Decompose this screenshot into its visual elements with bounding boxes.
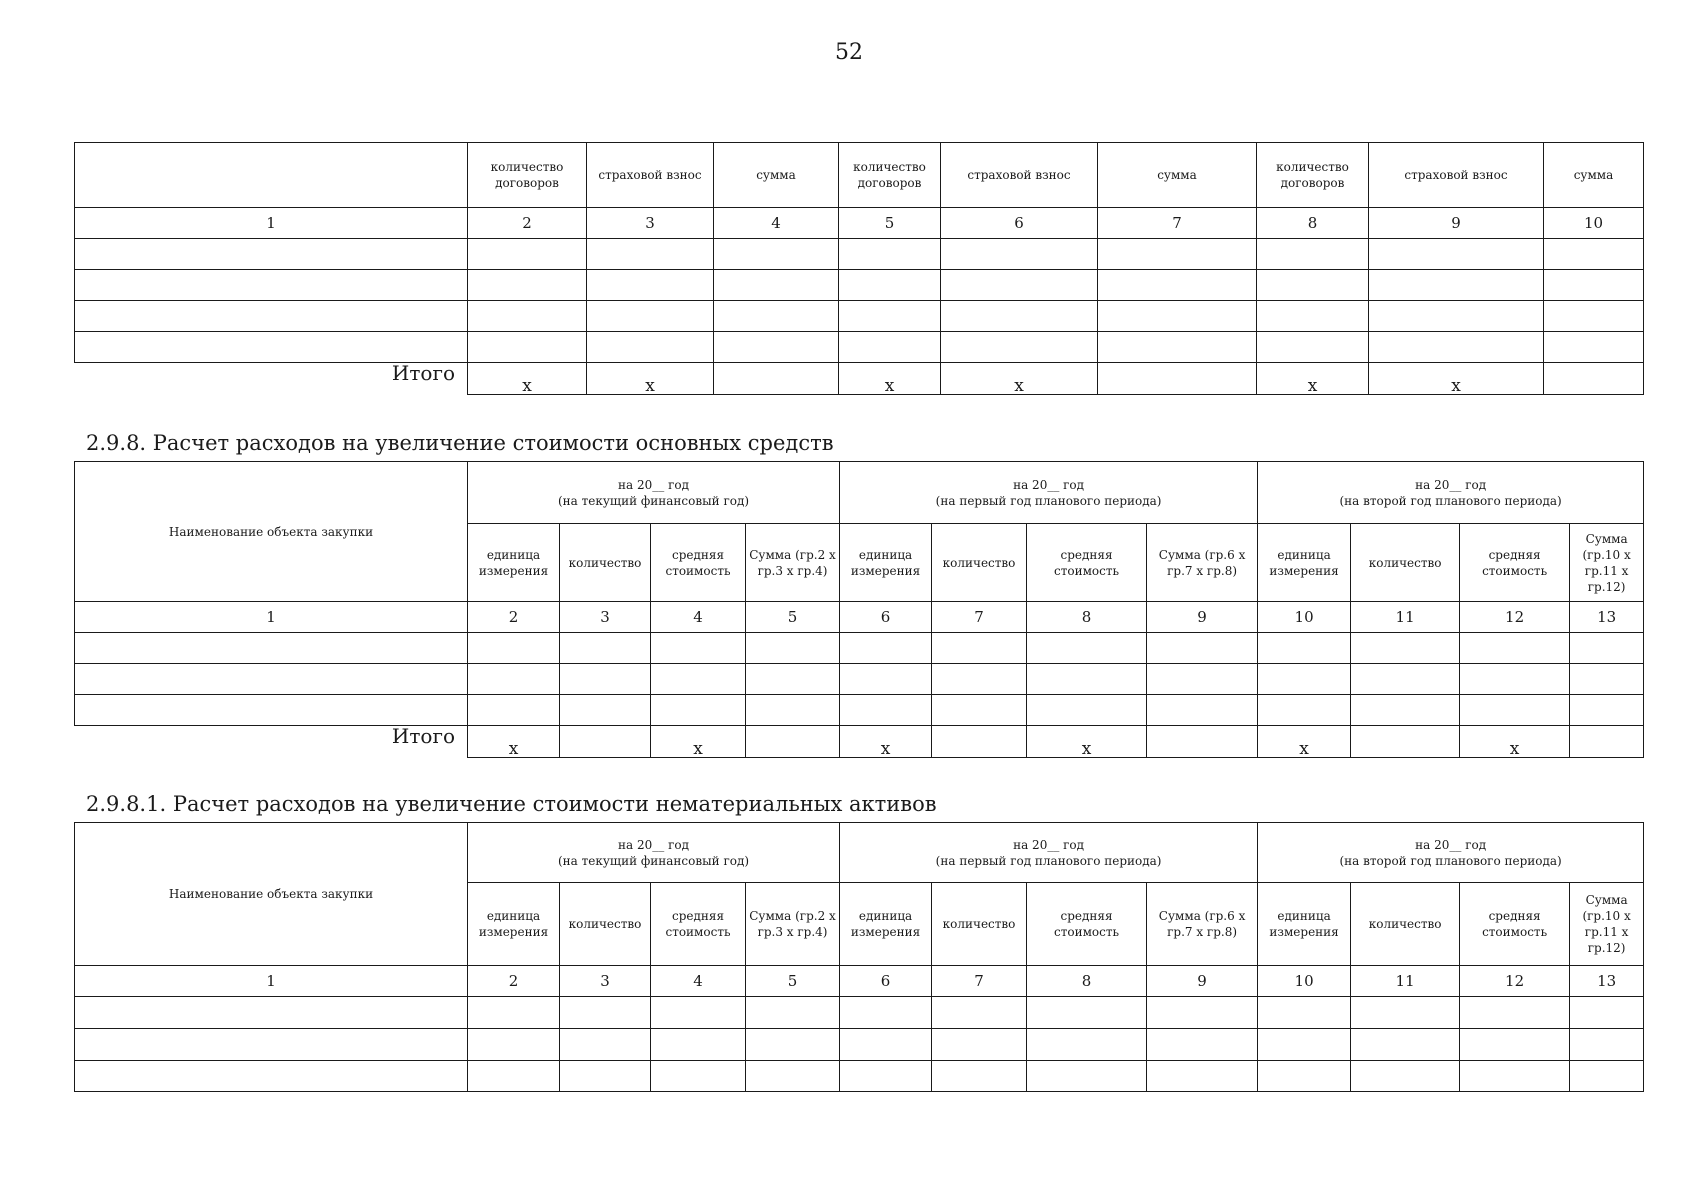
column-number: 5 xyxy=(746,602,840,633)
empty-cell xyxy=(75,301,468,332)
header-cell: количество договоров xyxy=(839,143,941,208)
empty-cell xyxy=(1027,633,1147,664)
column-number: 3 xyxy=(560,602,651,633)
empty-cell xyxy=(468,1029,560,1061)
table-row xyxy=(75,633,1644,664)
column-number: 4 xyxy=(651,602,746,633)
empty-cell xyxy=(746,1029,840,1061)
empty-cell xyxy=(1258,695,1351,726)
subheader-cell: Сумма (гр.6 х гр.7 х гр.8) xyxy=(1147,883,1258,966)
period-label: (на второй год планового периода) xyxy=(1339,493,1562,508)
intangible-assets-table xyxy=(74,822,1644,1092)
empty-cell xyxy=(1351,1029,1460,1061)
year-group-header xyxy=(1258,823,1644,883)
subheader-cell: средняя стоимость xyxy=(1027,883,1147,966)
total-cell: x xyxy=(1460,726,1570,758)
empty-cell xyxy=(1098,270,1257,301)
subheader-cell: количество xyxy=(932,883,1027,966)
section-title: 2.9.8. Расчет расходов на увеличение стоимости основных средств xyxy=(86,431,834,455)
empty-cell xyxy=(651,664,746,695)
subheader-cell: Сумма (гр.2 х гр.3 х гр.4) xyxy=(746,883,840,966)
column-number: 8 xyxy=(1257,208,1369,239)
empty-cell xyxy=(839,332,941,363)
total-cell xyxy=(1544,363,1644,395)
empty-cell xyxy=(1147,1029,1258,1061)
empty-cell xyxy=(840,997,932,1029)
empty-cell xyxy=(560,997,651,1029)
header-cell: сумма xyxy=(714,143,839,208)
empty-cell xyxy=(840,1061,932,1092)
period-label: (на первый год планового периода) xyxy=(935,493,1162,508)
empty-cell xyxy=(714,270,839,301)
total-cell xyxy=(714,363,839,395)
period-label: (на второй год планового периода) xyxy=(1339,853,1562,868)
empty-cell xyxy=(839,270,941,301)
empty-cell xyxy=(1570,1061,1644,1092)
table-row xyxy=(75,664,1644,695)
fixed-assets-table xyxy=(74,461,1644,758)
header-cell: страховой взнос xyxy=(941,143,1098,208)
empty-cell xyxy=(714,301,839,332)
subheader-cell: количество xyxy=(1351,524,1460,602)
empty-cell xyxy=(932,1029,1027,1061)
empty-cell xyxy=(1570,695,1644,726)
group-header-row xyxy=(75,823,1644,883)
column-number: 3 xyxy=(587,208,714,239)
name-header: Наименование объекта закупки xyxy=(75,462,468,602)
subheader-cell: единица измерения xyxy=(840,524,932,602)
column-number: 1 xyxy=(75,966,468,997)
empty-cell xyxy=(1369,332,1544,363)
empty-cell xyxy=(714,332,839,363)
total-cell xyxy=(1570,726,1644,758)
empty-cell xyxy=(587,270,714,301)
column-number: 5 xyxy=(839,208,941,239)
subheader-cell: средняя стоимость xyxy=(1460,883,1570,966)
empty-cell xyxy=(941,332,1098,363)
empty-cell xyxy=(839,301,941,332)
column-number: 8 xyxy=(1027,602,1147,633)
table-row xyxy=(75,332,1644,363)
empty-cell xyxy=(839,239,941,270)
total-row xyxy=(75,726,1644,758)
empty-cell xyxy=(1544,332,1644,363)
year-label: на 20__ год xyxy=(1415,477,1487,492)
year-group-header xyxy=(1258,462,1644,524)
empty-cell xyxy=(1257,332,1369,363)
column-number: 1 xyxy=(75,602,468,633)
header-cell: количество договоров xyxy=(468,143,587,208)
empty-cell xyxy=(1147,664,1258,695)
table-row xyxy=(75,239,1644,270)
year-label: на 20__ год xyxy=(618,837,689,852)
column-number: 2 xyxy=(468,602,560,633)
total-cell xyxy=(1351,726,1460,758)
empty-cell xyxy=(840,695,932,726)
empty-cell xyxy=(1147,633,1258,664)
column-number: 6 xyxy=(840,966,932,997)
empty-cell xyxy=(1258,1029,1351,1061)
subheader-cell: средняя стоимость xyxy=(1027,524,1147,602)
empty-cell xyxy=(587,332,714,363)
subheader-cell: единица измерения xyxy=(468,883,560,966)
total-label: Итого xyxy=(75,726,468,758)
insurance-table xyxy=(74,142,1644,395)
empty-cell xyxy=(75,270,468,301)
empty-cell xyxy=(560,1029,651,1061)
subheader-cell: единица измерения xyxy=(1258,524,1351,602)
empty-cell xyxy=(1257,301,1369,332)
empty-cell xyxy=(1460,1061,1570,1092)
column-number: 2 xyxy=(468,208,587,239)
empty-cell xyxy=(1098,239,1257,270)
empty-cell xyxy=(1460,1029,1570,1061)
total-cell: x xyxy=(839,363,941,395)
column-number: 12 xyxy=(1460,602,1570,633)
empty-cell xyxy=(1027,1029,1147,1061)
empty-cell xyxy=(468,239,587,270)
empty-cell xyxy=(1570,1029,1644,1061)
empty-cell xyxy=(468,633,560,664)
table-row xyxy=(75,1061,1644,1092)
total-cell: x xyxy=(1369,363,1544,395)
subheader-cell: единица измерения xyxy=(840,883,932,966)
empty-cell xyxy=(840,664,932,695)
empty-cell xyxy=(1544,301,1644,332)
empty-cell xyxy=(1147,695,1258,726)
empty-cell xyxy=(1027,695,1147,726)
empty-cell xyxy=(1098,332,1257,363)
total-label: Итого xyxy=(75,363,468,395)
year-label: на 20__ год xyxy=(618,477,689,492)
empty-cell xyxy=(1369,301,1544,332)
column-number: 6 xyxy=(840,602,932,633)
table-row xyxy=(75,301,1644,332)
empty-cell xyxy=(714,239,839,270)
empty-cell xyxy=(651,1061,746,1092)
subheader-cell: Сумма (гр.6 х гр.7 х гр.8) xyxy=(1147,524,1258,602)
column-number: 9 xyxy=(1147,602,1258,633)
empty-cell xyxy=(75,633,468,664)
empty-cell xyxy=(746,664,840,695)
section-title: 2.9.8.1. Расчет расходов на увеличение стоимости нематериальных активов xyxy=(86,792,937,816)
column-number: 4 xyxy=(714,208,839,239)
column-number: 8 xyxy=(1027,966,1147,997)
subheader-cell: количество xyxy=(560,524,651,602)
empty-cell xyxy=(75,695,468,726)
header-cell: страховой взнос xyxy=(587,143,714,208)
subheader-cell: количество xyxy=(932,524,1027,602)
year-group-header xyxy=(840,462,1258,524)
total-cell: x xyxy=(587,363,714,395)
table-row xyxy=(75,997,1644,1029)
total-cell: x xyxy=(840,726,932,758)
subheader-cell: Сумма (гр.10 х гр.11 х гр.12) xyxy=(1570,524,1644,602)
column-number: 12 xyxy=(1460,966,1570,997)
empty-cell xyxy=(651,997,746,1029)
empty-cell xyxy=(1027,664,1147,695)
empty-cell xyxy=(587,239,714,270)
empty-cell xyxy=(840,633,932,664)
column-number: 9 xyxy=(1369,208,1544,239)
empty-cell xyxy=(746,633,840,664)
total-cell: x xyxy=(941,363,1098,395)
column-number: 10 xyxy=(1258,966,1351,997)
empty-cell xyxy=(651,1029,746,1061)
empty-cell xyxy=(468,1061,560,1092)
empty-cell xyxy=(468,664,560,695)
subheader-cell: средняя стоимость xyxy=(651,524,746,602)
empty-cell xyxy=(1147,997,1258,1029)
column-number: 13 xyxy=(1570,966,1644,997)
empty-cell xyxy=(746,695,840,726)
empty-cell xyxy=(941,301,1098,332)
year-label: на 20__ год xyxy=(1013,837,1085,852)
empty-cell xyxy=(746,1061,840,1092)
total-row xyxy=(75,363,1644,395)
total-cell: x xyxy=(651,726,746,758)
empty-cell xyxy=(1369,270,1544,301)
header-row xyxy=(75,143,1644,208)
empty-cell xyxy=(560,695,651,726)
empty-cell xyxy=(651,695,746,726)
empty-cell xyxy=(1544,239,1644,270)
period-label: (на текущий финансовый год) xyxy=(557,853,750,868)
empty-cell xyxy=(746,997,840,1029)
period-label: (на первый год планового периода) xyxy=(935,853,1162,868)
empty-cell xyxy=(1369,239,1544,270)
empty-cell xyxy=(1460,695,1570,726)
column-number: 5 xyxy=(746,966,840,997)
empty-cell xyxy=(1351,664,1460,695)
empty-cell xyxy=(75,332,468,363)
table-row xyxy=(75,270,1644,301)
column-number-row xyxy=(75,966,1644,997)
total-cell xyxy=(560,726,651,758)
empty-cell xyxy=(1147,1061,1258,1092)
column-number: 7 xyxy=(932,966,1027,997)
empty-cell xyxy=(75,1061,468,1092)
column-number: 10 xyxy=(1544,208,1644,239)
empty-cell xyxy=(560,633,651,664)
empty-cell xyxy=(932,633,1027,664)
column-number-row xyxy=(75,208,1644,239)
empty-cell xyxy=(932,664,1027,695)
column-number: 4 xyxy=(651,966,746,997)
empty-cell xyxy=(1570,997,1644,1029)
empty-cell xyxy=(1258,633,1351,664)
column-number: 6 xyxy=(941,208,1098,239)
header-cell: страховой взнос xyxy=(1369,143,1544,208)
total-cell xyxy=(746,726,840,758)
empty-cell xyxy=(1544,270,1644,301)
subheader-cell: Сумма (гр.10 х гр.11 х гр.12) xyxy=(1570,883,1644,966)
empty-cell xyxy=(1351,633,1460,664)
page-number: 52 xyxy=(835,40,863,65)
empty-cell xyxy=(1257,239,1369,270)
total-cell: x xyxy=(468,363,587,395)
column-number: 9 xyxy=(1147,966,1258,997)
empty-cell xyxy=(1351,997,1460,1029)
empty-cell xyxy=(468,997,560,1029)
column-number: 7 xyxy=(932,602,1027,633)
empty-cell xyxy=(75,997,468,1029)
column-number: 10 xyxy=(1258,602,1351,633)
subheader-cell: единица измерения xyxy=(1258,883,1351,966)
column-number: 1 xyxy=(75,208,468,239)
name-header: Наименование объекта закупки xyxy=(75,823,468,966)
empty-cell xyxy=(840,1029,932,1061)
empty-cell xyxy=(1257,270,1369,301)
empty-cell xyxy=(560,1061,651,1092)
column-number: 3 xyxy=(560,966,651,997)
total-cell xyxy=(932,726,1027,758)
empty-cell xyxy=(75,664,468,695)
column-number-row xyxy=(75,602,1644,633)
column-number: 7 xyxy=(1098,208,1257,239)
empty-cell xyxy=(468,301,587,332)
empty-cell xyxy=(1570,633,1644,664)
empty-cell xyxy=(1027,997,1147,1029)
empty-cell xyxy=(651,633,746,664)
empty-cell xyxy=(468,695,560,726)
subheader-cell: количество xyxy=(1351,883,1460,966)
empty-cell xyxy=(932,695,1027,726)
empty-cell xyxy=(941,270,1098,301)
total-cell: x xyxy=(1257,363,1369,395)
total-cell: x xyxy=(468,726,560,758)
empty-cell xyxy=(468,270,587,301)
empty-cell xyxy=(75,239,468,270)
subheader-cell: единица измерения xyxy=(468,524,560,602)
table-row xyxy=(75,695,1644,726)
year-label: на 20__ год xyxy=(1415,837,1487,852)
group-header-row xyxy=(75,462,1644,524)
total-cell: x xyxy=(1258,726,1351,758)
empty-cell xyxy=(1460,633,1570,664)
year-group-header xyxy=(840,823,1258,883)
header-cell: сумма xyxy=(1098,143,1257,208)
period-label: (на текущий финансовый год) xyxy=(557,493,750,508)
header-cell: количество договоров xyxy=(1257,143,1369,208)
total-cell: x xyxy=(1027,726,1147,758)
empty-cell xyxy=(1258,1061,1351,1092)
subheader-cell: количество xyxy=(560,883,651,966)
empty-cell xyxy=(1351,695,1460,726)
empty-cell xyxy=(932,997,1027,1029)
table-row xyxy=(75,1029,1644,1061)
column-number: 11 xyxy=(1351,602,1460,633)
empty-cell xyxy=(941,239,1098,270)
subheader-cell: средняя стоимость xyxy=(1460,524,1570,602)
empty-cell xyxy=(1460,664,1570,695)
empty-cell xyxy=(1258,664,1351,695)
column-number: 13 xyxy=(1570,602,1644,633)
subheader-cell: Сумма (гр.2 х гр.3 х гр.4) xyxy=(746,524,840,602)
empty-cell xyxy=(1258,997,1351,1029)
empty-cell xyxy=(468,332,587,363)
empty-cell xyxy=(75,1029,468,1061)
year-label: на 20__ год xyxy=(1013,477,1085,492)
year-group-header xyxy=(468,823,840,883)
year-group-header xyxy=(468,462,840,524)
column-number: 2 xyxy=(468,966,560,997)
empty-cell xyxy=(1460,997,1570,1029)
header-cell xyxy=(75,143,468,208)
total-cell xyxy=(1098,363,1257,395)
empty-cell xyxy=(1098,301,1257,332)
empty-cell xyxy=(932,1061,1027,1092)
total-cell xyxy=(1147,726,1258,758)
empty-cell xyxy=(560,664,651,695)
empty-cell xyxy=(1351,1061,1460,1092)
empty-cell xyxy=(1027,1061,1147,1092)
column-number: 11 xyxy=(1351,966,1460,997)
subheader-cell: средняя стоимость xyxy=(651,883,746,966)
empty-cell xyxy=(587,301,714,332)
header-cell: сумма xyxy=(1544,143,1644,208)
empty-cell xyxy=(1570,664,1644,695)
